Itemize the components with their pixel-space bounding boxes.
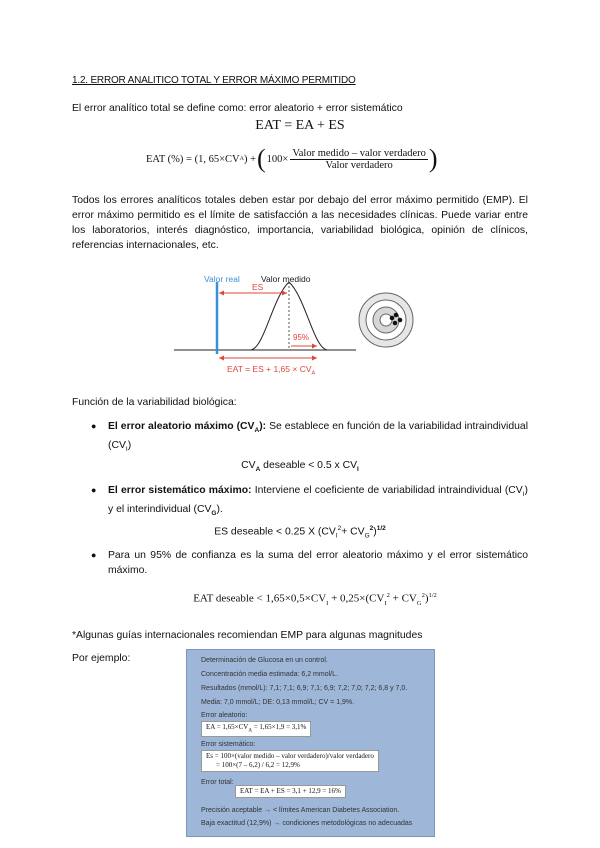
target-shot — [394, 313, 399, 318]
example-panel — [186, 649, 435, 837]
formula-lhs: EAT (%) = (1, 65×CV — [146, 153, 240, 165]
bullet-dot: ● — [91, 550, 97, 560]
paren-close: ) — [428, 144, 438, 173]
eq-cva-b: deseable < 0.5 x CV — [260, 460, 358, 471]
eq-eat-c: + CV — [389, 592, 417, 605]
example-line-6: Error sistemático: — [201, 741, 256, 748]
label-valor-medido: Valor medido — [261, 274, 311, 284]
eq-es-a-sup: 2 — [337, 525, 342, 532]
target-shot — [390, 316, 395, 321]
bullet-1-bold-sub: A — [254, 427, 260, 435]
eq-eat-a-sub: I — [326, 599, 329, 607]
bullet-3: Para un 95% de confianza es la suma del error aleatorio máximo y el error sistemático máximo. — [108, 550, 528, 576]
bullet-2-rest: Interviene el coeficiente de variabilidad intraindividual (CV — [251, 485, 523, 496]
label-es: ES — [252, 282, 264, 292]
formula-denominator: Valor verdadero — [325, 159, 393, 171]
es-arrow-head-right — [282, 291, 287, 296]
intro-text: El error analítico total se define como: error aleatorio + error sistemático — [72, 103, 403, 114]
bullet-1 — [108, 419, 528, 457]
example-f2b: = 100×(7 – 6,2) / 6,2 = 12,9% — [216, 761, 300, 769]
eq-es-a-sub: I — [335, 532, 338, 540]
equation-eat-deseable — [150, 592, 480, 607]
por-ejemplo-label: Por ejemplo: — [72, 653, 131, 664]
bullet-1-bold-end: ): — [259, 421, 267, 432]
target-shot — [398, 318, 403, 323]
example-line-5: Error aleatorio: — [201, 712, 248, 719]
bullet-1-rest-end: ) — [127, 440, 132, 452]
es-arrow-head-left — [219, 291, 224, 296]
formula-eat: EAT = EA + ES — [255, 118, 345, 133]
example-line-4: Media: 7,0 mmol/L; DE: 0,13 mmol/L; CV = 1,9%. — [201, 699, 355, 706]
bullet-2-bold: El error sistemático máximo: — [108, 485, 252, 496]
example-formula-es — [201, 750, 379, 772]
eq-eat-d: ) — [424, 592, 429, 605]
eq-es-c-sup: 1/2 — [376, 525, 386, 532]
eq-eat-d-sup: 1/2 — [428, 592, 437, 599]
bullet-1-rest-sub: I — [125, 446, 128, 454]
bullet-2 — [108, 483, 528, 521]
example-line-3: Resultados (mmol/L): 7,1; 7,1; 6,9; 7,1; 6,9; 7,2; 7,0; 7,2; 6,8 y 7,0. — [201, 685, 408, 692]
eq-es-b-sub: G — [364, 532, 370, 540]
formula-mid: ) + — [243, 153, 256, 165]
eq-eat-b-sub: I — [384, 599, 387, 607]
equation-es — [170, 521, 430, 544]
example-line-2: Concentración media estimada: 6,2 mmol/L. — [201, 671, 338, 678]
label-valor-real: Valor real — [204, 274, 240, 284]
target-bullseye — [380, 314, 392, 326]
bullet-2-rest-end: ). — [216, 504, 223, 516]
eat-eq-text: EAT = ES + 1,65 × CV — [227, 364, 312, 374]
eq-es-b: + CV — [341, 526, 365, 538]
example-line-8: Precisión aceptable → < límites American Diabetes Association. — [201, 807, 400, 814]
eq-eat-a: EAT deseable < 1,65×0,5×CV — [193, 592, 327, 605]
formula-factor: 100× — [266, 153, 289, 165]
example-line-7: Error total: — [201, 779, 234, 786]
formula-numerator: Valor medido – valor verdadero — [292, 147, 426, 159]
eq-es-b-sup: 2 — [369, 525, 374, 532]
eq-eat-c-sub: G — [416, 599, 422, 607]
paren-open: ( — [257, 144, 266, 173]
bullet-2-rest-sub2: G — [211, 510, 217, 518]
eat-arrow-head-right — [312, 356, 317, 361]
equation-cva — [200, 458, 400, 477]
eat-eq-sub: A — [311, 370, 316, 377]
eat-arrow-head-left — [219, 356, 224, 361]
formula-lhs-sub: A — [239, 156, 244, 162]
example-f1-sub: A — [248, 728, 252, 734]
example-line-9: Baja exactitud (12,9%) → condiciones metodológicas no adecuadas — [201, 820, 413, 827]
example-f1-end: = 1,65×1,9 = 3,1% — [251, 723, 307, 731]
example-f1: EA = 1,65×CV — [206, 723, 249, 731]
target-shot — [393, 321, 398, 326]
example-f2a: Es = 100×(valor medido – valor verdadero)/valor verdadero — [206, 752, 374, 760]
formula-eat-percent — [146, 142, 438, 176]
label-95pct: 95% — [293, 333, 310, 342]
emp-paragraph: Todos los errores analíticos totales deben estar por debajo del error máximo permitido (EMP). El error máximo permitido es el límite de satisfacción a las necesidades clínicas. Puede variar entre los laboratorios, interés diagnóstico, importancia, variabilidad biológica, opinión de clínicos, referencias internacionales, etc. — [72, 195, 528, 251]
bullet-1-rest: Se establece en función de la variabilidad intraindividual (CV — [108, 421, 529, 452]
formula-fraction — [290, 148, 428, 171]
funcion-title: Función de la variabilidad biológica: — [72, 397, 237, 408]
eq-es-c: ) — [373, 526, 377, 538]
eq-eat-c-sup: 2 — [421, 592, 425, 599]
bullet-dot: ● — [91, 485, 97, 495]
example-line-1: Determinación de Glucosa en un control. — [201, 657, 328, 664]
eq-cva-a: CV — [241, 460, 256, 471]
eq-es-a: ES deseable < 0.25 X (CV — [214, 526, 336, 538]
section-heading: 1.2. ERROR ANALITICO TOTAL Y ERROR MÁXIMO PERMITIDO — [72, 75, 356, 86]
bullet-2-rest-sub: I — [522, 491, 525, 499]
bullet-dot: ● — [91, 421, 97, 431]
label-eat-equation — [227, 364, 315, 377]
ci-arrow-head — [312, 344, 317, 349]
example-formula-ea — [201, 721, 311, 737]
example-formula-eat: EAT = EA + ES = 3,1 + 12,9 = 16% — [235, 785, 346, 798]
bullet-2-rest-mid: ) y el interindividual (CV — [108, 485, 528, 516]
note-text: *Algunas guías internacionales recomiendan EMP para algunas magnitudes — [72, 630, 423, 641]
eq-cva-b-sub: I — [357, 466, 359, 474]
target-icon — [356, 290, 416, 350]
eq-eat-b: + 0,25×(CV — [328, 592, 385, 605]
eq-cva-a-sub: A — [255, 466, 261, 474]
bullet-1-bold: El error aleatorio máximo (CV — [108, 421, 255, 432]
eq-eat-b-sup: 2 — [386, 592, 390, 599]
